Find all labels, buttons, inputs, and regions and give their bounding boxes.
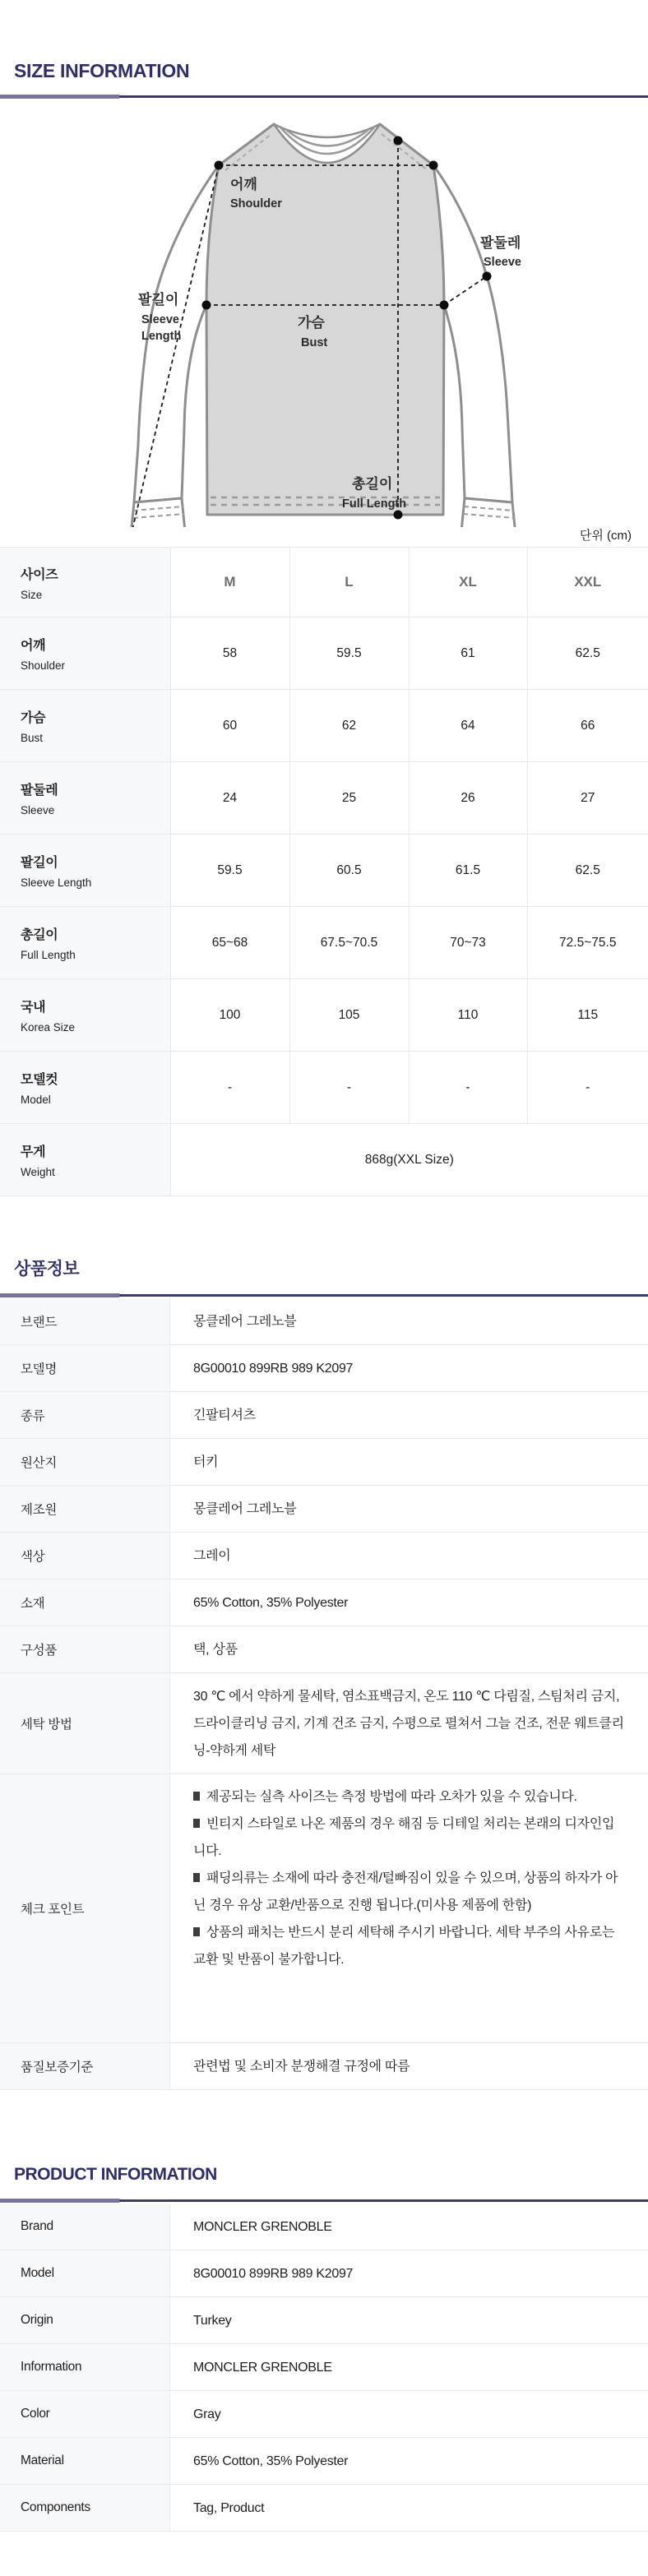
info-value: 관련법 및 소비자 분쟁해결 규정에 따름 [193, 2059, 410, 2074]
size-table-header-row [0, 548, 648, 617]
info-row [0, 1392, 648, 1439]
info-label: 체크 포인트 [0, 1774, 170, 2042]
size-information-title: SIZE INFORMATION [14, 60, 190, 81]
measure-value-cell: 62.5 [527, 617, 648, 690]
size-col-header-XL: XL [409, 548, 527, 617]
measure-value-cell: 64 [409, 690, 527, 762]
measure-value-cell: - [409, 1052, 527, 1124]
measure-value-cell: 110 [409, 979, 527, 1052]
info-row [0, 1486, 648, 1533]
sleeve-length-label-en2: Length [141, 330, 182, 343]
measure-label-cell: 팔둘레 Sleeve [0, 762, 170, 835]
measure-value-cell: 70~73 [409, 907, 527, 979]
product-info-ko-table [0, 1298, 648, 2090]
info-label: 색상 [0, 1533, 170, 1579]
sleeve-length-label-en1: Sleeve [141, 313, 179, 326]
product-info-en-title: PRODUCT INFORMATION [14, 2165, 217, 2184]
info-value: MONCLER GRENOBLE [193, 2360, 332, 2375]
check-point-item: 제공되는 실측 사이즈는 측정 방법에 따라 오차가 있을 수 있습니다. [193, 1783, 625, 1811]
measure-value-cell: 67.5~70.5 [289, 907, 409, 979]
info-row [0, 1298, 648, 1345]
info-row [0, 1439, 648, 1486]
measure-value-cell: 26 [409, 762, 527, 835]
size-table-row [0, 762, 648, 835]
size-col-header-XXL: XXL [527, 548, 648, 617]
bullet-square-icon [193, 1927, 200, 1936]
info-row [0, 2391, 648, 2438]
shoulder-label-en: Shoulder [230, 197, 282, 210]
measure-value-cell: 60.5 [289, 835, 409, 907]
measure-value-cell: 61.5 [409, 835, 527, 907]
measure-value-cell: 60 [170, 690, 289, 762]
measure-value-cell: 62.5 [527, 835, 648, 907]
info-label: 품질보증기준 [0, 2043, 170, 2089]
measure-label-cell: 무게 Weight [0, 1124, 170, 1196]
measure-value-cell: 105 [289, 979, 409, 1052]
info-value: MONCLER GRENOBLE [193, 2219, 332, 2234]
sleeve-label-en: Sleeve [484, 256, 521, 269]
measure-label-cell: 모델컷 Model [0, 1052, 170, 1124]
measure-value-cell: - [170, 1052, 289, 1124]
info-value: 그레이 [193, 1548, 231, 1563]
section-divider [0, 1293, 648, 1298]
info-row [0, 2297, 648, 2344]
info-label: 구성품 [0, 1626, 170, 1672]
bust-label-ko: 가슴 [298, 315, 325, 331]
size-table-row [0, 617, 648, 690]
check-point-item: 패딩의류는 소재에 따라 충전재/털빠짐이 있을 수 있으며, 상품의 하자가 아닌 경우 유상 교환/반품으로 진행 됩니다.(미사용 제품에 한함) [193, 1871, 618, 1912]
info-label: Origin [0, 2297, 170, 2343]
info-value: 몽클레어 그레노블 [193, 1314, 297, 1329]
size-header-label-cell: 사이즈 Size [0, 548, 170, 617]
info-label: 원산지 [0, 1439, 170, 1485]
info-label: Components [0, 2485, 170, 2531]
measure-value-cell: 100 [170, 979, 289, 1052]
measure-value-cell: 24 [170, 762, 289, 835]
info-row [0, 2485, 648, 2532]
measure-value-cell: 72.5~75.5 [527, 907, 648, 979]
info-value: Gray [193, 2407, 221, 2421]
full-length-label-ko: 총길이 [352, 476, 393, 492]
info-value: 터키 [193, 1454, 219, 1469]
weight-value-cell: 868g(XXL Size) [170, 1124, 648, 1196]
section-divider [0, 2199, 648, 2204]
bust-label-en: Bust [301, 336, 328, 349]
info-row [0, 2250, 648, 2297]
product-info-en-table [0, 2204, 648, 2532]
info-value: 30 ℃ 에서 약하게 물세탁, 염소표백금지, 온도 110 ℃ 다림질, 스팀처리 금지, 드라이클리닝 금지, 기계 건조 금지, 수평으로 펼쳐서 그늘 건조, 전문 웨트클리닝-약하게 세탁 [193, 1689, 624, 1758]
tshirt-measurement-diagram [0, 99, 648, 527]
info-row [0, 1579, 648, 1626]
size-table [0, 547, 648, 1196]
info-label: 세탁 방법 [0, 1673, 170, 1774]
measure-value-cell: 65~68 [170, 907, 289, 979]
info-row [0, 2043, 648, 2090]
info-row [0, 1626, 648, 1673]
measure-label-cell: 어깨 Shoulder [0, 617, 170, 690]
info-value: 8G00010 899RB 989 K2097 [193, 1361, 354, 1376]
info-value: 긴팔티셔츠 [193, 1408, 256, 1422]
bullet-square-icon [193, 1873, 200, 1882]
sleeve-label-ko: 팔둘레 [480, 235, 521, 251]
measure-value-cell: 25 [289, 762, 409, 835]
measure-value-cell: 27 [527, 762, 648, 835]
info-value: Turkey [193, 2313, 232, 2328]
info-row [0, 2204, 648, 2250]
info-label: 종류 [0, 1392, 170, 1438]
info-value: 65% Cotton, 35% Polyester [193, 2453, 349, 2468]
info-label: 소재 [0, 1579, 170, 1626]
info-label: 제조원 [0, 1486, 170, 1532]
measure-value-cell: 115 [527, 979, 648, 1052]
full-length-label-en: Full Length [342, 497, 407, 511]
size-col-header-L: L [289, 548, 409, 617]
info-label: Brand [0, 2204, 170, 2250]
info-label: Color [0, 2391, 170, 2437]
info-label: 브랜드 [0, 1298, 170, 1344]
info-label: Material [0, 2438, 170, 2484]
info-label: Model [0, 2250, 170, 2296]
size-table-row [0, 690, 648, 762]
check-point-item: 빈티지 스타일로 나온 제품의 경우 해짐 등 디테일 처리는 본래의 디자인입니다. [193, 1817, 615, 1858]
shoulder-label-ko: 어깨 [230, 177, 257, 192]
measure-value-cell: 58 [170, 617, 289, 690]
size-table-row [0, 979, 648, 1052]
size-table-row [0, 835, 648, 907]
info-row [0, 1673, 648, 1774]
measure-label-cell: 국내 Korea Size [0, 979, 170, 1052]
info-value: Tag, Product [193, 2500, 265, 2515]
info-value: 택, 상품 [193, 1642, 238, 1657]
size-table-row [0, 1052, 648, 1124]
bullet-square-icon [193, 1792, 200, 1801]
bullet-square-icon [193, 1819, 200, 1828]
measure-value-cell: - [527, 1052, 648, 1124]
measure-label-cell: 가슴 Bust [0, 690, 170, 762]
measure-label-cell: 총길이 Full Length [0, 907, 170, 979]
measure-value-cell: 59.5 [170, 835, 289, 907]
info-row [0, 1533, 648, 1579]
info-value: 65% Cotton, 35% Polyester [193, 1595, 349, 1610]
measure-value-cell: 61 [409, 617, 527, 690]
info-row [0, 2438, 648, 2485]
unit-label: 단위 (cm) [579, 529, 632, 543]
measure-value-cell: - [289, 1052, 409, 1124]
product-info-ko-title: 상품정보 [14, 1260, 80, 1279]
size-table-row [0, 907, 648, 979]
right-cuff-shape [461, 498, 516, 527]
info-row [0, 1774, 648, 2043]
info-label: 모델명 [0, 1345, 170, 1391]
left-cuff-shape [131, 498, 185, 527]
info-value [170, 1774, 648, 2042]
check-point-item: 상품의 패치는 반드시 분리 세탁해 주시기 바랍니다. 세탁 부주의 사유로는 교환 및 반품이 불가합니다. [193, 1926, 615, 1967]
info-row [0, 2344, 648, 2391]
section-divider [0, 95, 648, 99]
sleeve-length-label-ko: 팔길이 [138, 292, 179, 308]
info-value: 8G00010 899RB 989 K2097 [193, 2266, 354, 2281]
measure-value-cell: 66 [527, 690, 648, 762]
info-label: Information [0, 2344, 170, 2390]
info-row [0, 1345, 648, 1392]
size-table-weight-row [0, 1124, 648, 1196]
measure-label-cell: 팔길이 Sleeve Length [0, 835, 170, 907]
measure-value-cell: 62 [289, 690, 409, 762]
right-sleeve-shape [433, 165, 512, 502]
info-value: 몽클레어 그레노블 [193, 1501, 297, 1516]
measure-value-cell: 59.5 [289, 617, 409, 690]
size-col-header-M: M [170, 548, 289, 617]
